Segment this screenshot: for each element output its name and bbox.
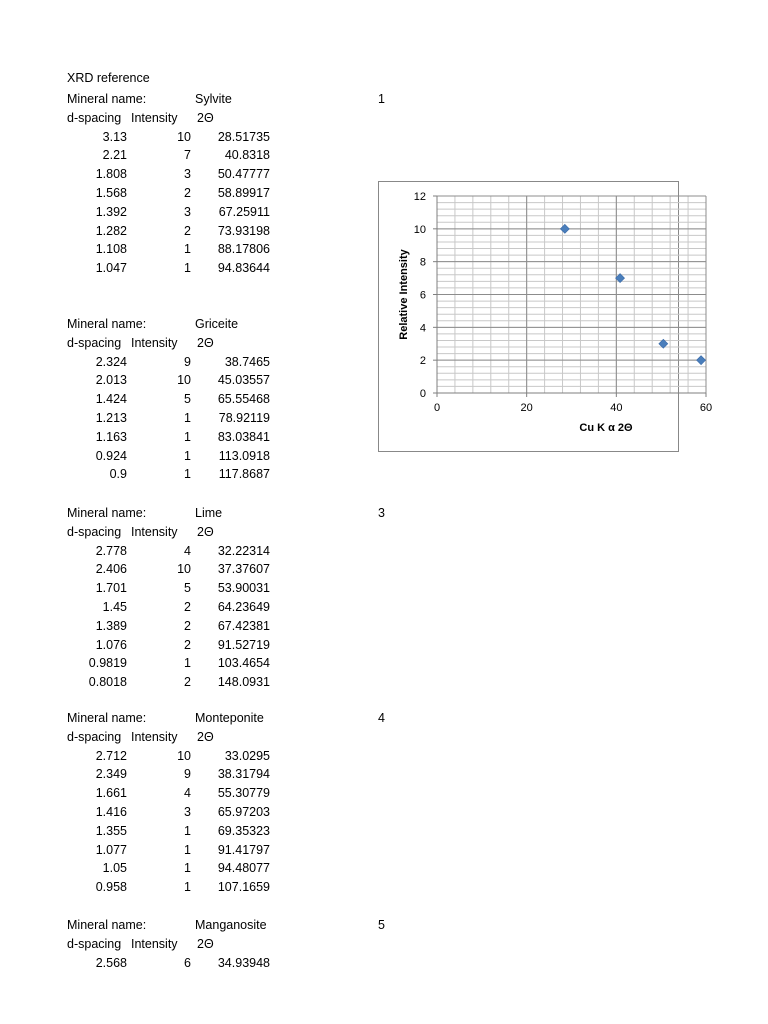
intensity-cell: 2: [184, 618, 191, 633]
column-header-two-theta: 2Θ: [197, 524, 214, 539]
intensity-cell: 3: [184, 167, 191, 182]
y-tick-label: 12: [413, 191, 426, 203]
y-tick-label: 10: [413, 223, 426, 236]
column-header-d-spacing: d-spacing: [67, 335, 122, 350]
intensity-cell: 1: [184, 861, 191, 876]
y-tick-label: 8: [419, 256, 426, 269]
column-header-intensity: Intensity: [131, 936, 178, 951]
column-header-two-theta: 2Θ: [197, 936, 214, 951]
intensity-cell: 1: [184, 411, 191, 425]
intensity-cell: 1: [184, 448, 191, 463]
mineral-name-label: Mineral name:: [67, 317, 147, 331]
column-header-d-spacing: d-spacing: [67, 110, 122, 125]
two-theta-cell: 91.41797: [217, 842, 270, 857]
intensity-cell: 1: [184, 467, 191, 482]
d-spacing-cell: 1.077: [95, 842, 127, 857]
intensity-cell: 10: [177, 129, 191, 144]
y-axis-label: Relative Intensity: [398, 249, 410, 340]
mineral-name: Lime: [195, 506, 223, 520]
y-tick-label: 0: [419, 388, 426, 400]
d-spacing-cell: 1.163: [95, 429, 127, 444]
column-header-d-spacing: d-spacing: [67, 729, 122, 744]
intensity-cell: 1: [184, 880, 191, 895]
y-tick-label: 4: [419, 322, 426, 335]
d-spacing-cell: 2.406: [95, 562, 127, 577]
mineral-name-label: Mineral name:: [67, 92, 147, 106]
intensity-cell: 5: [184, 392, 191, 407]
x-axis-label: Cu K α 2Θ: [579, 422, 633, 434]
two-theta-cell: 78.92119: [218, 411, 270, 425]
column-header-intensity: Intensity: [131, 524, 178, 539]
two-theta-cell: 91.52719: [217, 637, 270, 652]
two-theta-cell: 38.7465: [224, 354, 270, 369]
two-theta-cell: 33.0295: [224, 748, 270, 763]
intensity-cell: 1: [184, 656, 191, 671]
d-spacing-cell: 2.21: [102, 148, 127, 163]
intensity-cell: 1: [184, 842, 191, 857]
d-spacing-cell: 1.661: [95, 786, 127, 801]
d-spacing-cell: 2.712: [95, 748, 127, 763]
d-spacing-cell: 2.013: [95, 373, 127, 388]
xrd-scatter-chart[interactable]: [378, 181, 713, 452]
column-header-d-spacing: d-spacing: [67, 524, 122, 539]
d-spacing-cell: 1.416: [95, 805, 127, 819]
two-theta-cell: 73.93198: [217, 223, 270, 238]
two-theta-cell: 53.90031: [217, 581, 270, 596]
d-spacing-cell: 2.778: [95, 543, 127, 558]
d-spacing-cell: 0.8018: [88, 675, 127, 690]
mineral-index: 3: [378, 506, 385, 520]
d-spacing-cell: 1.355: [95, 823, 127, 838]
mineral-index: 4: [378, 711, 385, 725]
two-theta-cell: 65.97203: [217, 805, 270, 819]
intensity-cell: 4: [184, 543, 191, 558]
two-theta-cell: 94.48077: [217, 861, 270, 876]
two-theta-cell: 148.0931: [217, 675, 270, 690]
intensity-cell: 1: [184, 242, 191, 257]
x-tick-label: 20: [520, 402, 533, 414]
two-theta-cell: 94.83644: [217, 261, 270, 276]
two-theta-cell: 37.37607: [217, 562, 270, 577]
intensity-cell: 9: [184, 767, 191, 782]
y-tick-label: 6: [419, 289, 426, 302]
mineral-name-label: Mineral name:: [67, 711, 147, 725]
data-point-marker: [697, 356, 706, 365]
two-theta-cell: 107.1659: [217, 880, 270, 895]
d-spacing-cell: 1.424: [95, 392, 127, 407]
intensity-cell: 2: [184, 675, 191, 690]
two-theta-cell: 113.0918: [218, 448, 270, 463]
two-theta-cell: 88.17806: [217, 242, 270, 257]
column-header-two-theta: 2Θ: [197, 335, 214, 350]
intensity-cell: 3: [184, 204, 191, 219]
two-theta-cell: 38.31794: [217, 767, 270, 782]
intensity-cell: 10: [177, 562, 191, 577]
chart-svg: [378, 181, 713, 452]
column-header-intensity: Intensity: [131, 729, 178, 744]
d-spacing-cell: 0.9: [109, 467, 127, 482]
two-theta-cell: 65.55468: [217, 392, 270, 407]
d-spacing-cell: 1.701: [95, 581, 127, 596]
mineral-name-label: Mineral name:: [67, 918, 147, 932]
mineral-name-label: Mineral name:: [67, 506, 147, 520]
d-spacing-cell: 2.568: [95, 955, 127, 970]
mineral-name: Griceite: [195, 317, 239, 331]
d-spacing-cell: 1.568: [95, 186, 127, 200]
mineral-name: Monteponite: [195, 711, 264, 725]
d-spacing-cell: 0.9819: [88, 656, 127, 671]
column-header-intensity: Intensity: [131, 335, 178, 350]
d-spacing-cell: 0.924: [95, 448, 127, 463]
intensity-cell: 1: [184, 261, 191, 276]
two-theta-cell: 58.89917: [217, 186, 270, 200]
two-theta-cell: 103.4654: [217, 656, 270, 671]
two-theta-cell: 45.03557: [217, 373, 270, 388]
sheet-header: XRD reference: [67, 71, 150, 85]
column-header-two-theta: 2Θ: [197, 110, 214, 125]
d-spacing-cell: 1.282: [95, 223, 127, 238]
d-spacing-cell: 1.05: [102, 861, 127, 876]
intensity-cell: 2: [184, 637, 191, 652]
intensity-cell: 2: [184, 600, 191, 614]
intensity-cell: 5: [184, 581, 191, 596]
y-tick-label: 2: [419, 355, 426, 368]
intensity-cell: 1: [184, 429, 191, 444]
d-spacing-cell: 1.047: [95, 261, 127, 276]
intensity-cell: 10: [177, 373, 191, 388]
mineral-index: 5: [378, 918, 385, 932]
intensity-cell: 1: [184, 823, 191, 838]
two-theta-cell: 67.25911: [218, 204, 270, 219]
d-spacing-cell: 1.389: [95, 618, 127, 633]
d-spacing-cell: 1.108: [95, 242, 127, 257]
intensity-cell: 10: [177, 748, 191, 763]
two-theta-cell: 40.8318: [224, 148, 270, 163]
two-theta-cell: 55.30779: [217, 786, 270, 801]
d-spacing-cell: 1.45: [102, 600, 127, 614]
two-theta-cell: 50.47777: [217, 167, 270, 182]
mineral-index: 1: [378, 92, 385, 106]
mineral-name: Sylvite: [195, 92, 232, 106]
d-spacing-cell: 1.808: [95, 167, 127, 182]
intensity-cell: 3: [184, 805, 191, 819]
two-theta-cell: 117.8687: [218, 467, 270, 482]
d-spacing-cell: 1.392: [95, 204, 127, 219]
intensity-cell: 6: [184, 955, 191, 970]
two-theta-cell: 32.22314: [217, 543, 270, 558]
x-tick-label: 60: [699, 402, 713, 414]
two-theta-cell: 83.03841: [217, 429, 270, 444]
d-spacing-cell: 1.076: [95, 637, 127, 652]
two-theta-cell: 34.93948: [217, 955, 270, 970]
two-theta-cell: 67.42381: [217, 618, 270, 633]
two-theta-cell: 64.23649: [217, 600, 270, 614]
column-header-d-spacing: d-spacing: [67, 936, 122, 951]
two-theta-cell: 69.35323: [217, 823, 270, 838]
intensity-cell: 2: [184, 223, 191, 238]
d-spacing-cell: 1.213: [95, 411, 127, 425]
column-header-two-theta: 2Θ: [197, 729, 214, 744]
intensity-cell: 2: [184, 186, 191, 200]
intensity-cell: 9: [184, 354, 191, 369]
two-theta-cell: 28.51735: [217, 129, 270, 144]
intensity-cell: 4: [184, 786, 191, 801]
column-header-intensity: Intensity: [131, 110, 178, 125]
d-spacing-cell: 2.349: [95, 767, 127, 782]
x-tick-label: 40: [610, 402, 623, 414]
intensity-cell: 7: [184, 148, 191, 163]
d-spacing-cell: 0.958: [95, 880, 127, 895]
d-spacing-cell: 2.324: [95, 354, 127, 369]
x-tick-label: 0: [433, 402, 441, 414]
d-spacing-cell: 3.13: [102, 129, 127, 144]
mineral-name: Manganosite: [195, 918, 267, 932]
